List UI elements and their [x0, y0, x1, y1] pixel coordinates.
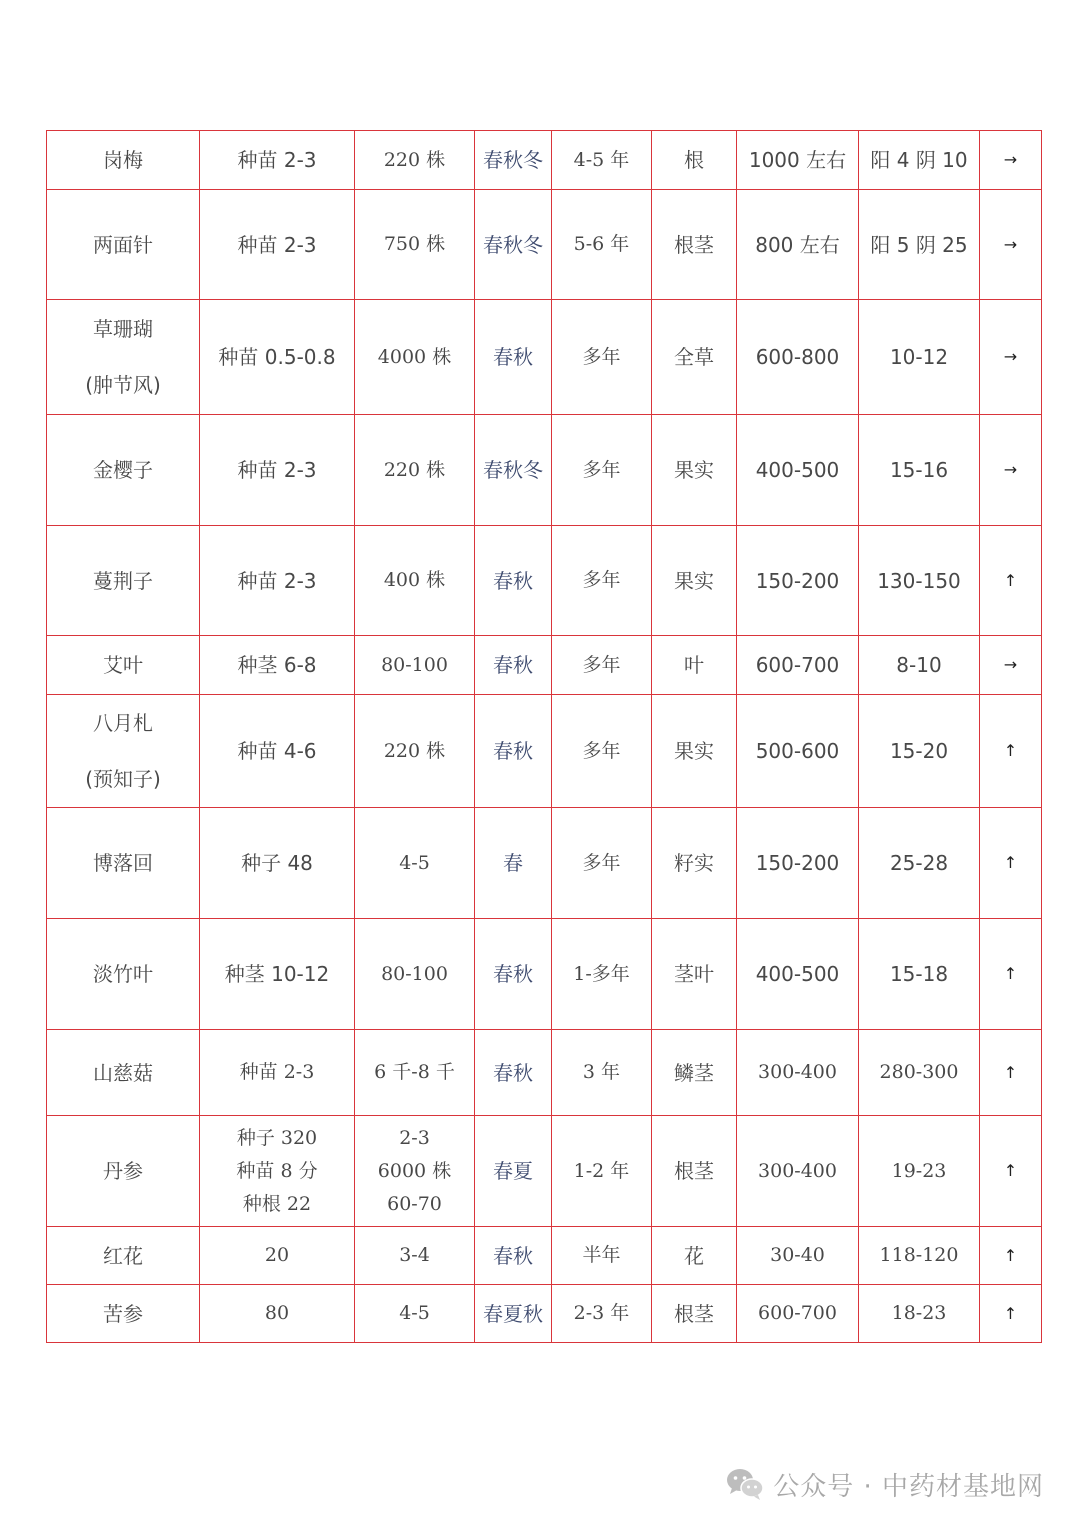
price-cell — [859, 300, 980, 415]
cell-text: 春 — [503, 851, 523, 875]
cell-text: 15-20 — [889, 739, 949, 763]
planting-season-cell — [475, 808, 552, 919]
cell-text: 多年 — [582, 345, 621, 368]
cell-text: 600-700 — [755, 653, 840, 677]
trend-arrow-icon: → — [1003, 460, 1018, 480]
cell-line: 种子 48 — [241, 851, 313, 875]
planting-season-cell — [475, 526, 552, 636]
planting-season-cell — [475, 1227, 552, 1285]
cell-text: 8-10 — [896, 653, 942, 677]
yield-cell — [737, 808, 859, 919]
cell-line: 220 株 — [383, 739, 446, 762]
cell-line: 80 — [264, 1302, 290, 1325]
cell-text: 600-700 — [758, 1302, 837, 1325]
planting-density-cell — [355, 1116, 475, 1227]
planting-material-cell — [200, 1285, 355, 1343]
cell-line: 6000 株 — [377, 1159, 452, 1182]
cell-line: 金樱子 — [93, 458, 153, 482]
cell-text: 春秋 — [493, 653, 533, 677]
cell-line: 种苗 2-3 — [239, 1061, 315, 1084]
growth-cycle-cell — [552, 190, 652, 300]
planting-season-cell — [475, 300, 552, 415]
cell-line: 两面针 — [93, 232, 153, 257]
planting-material-cell — [200, 695, 355, 808]
cell-line: 淡竹叶 — [93, 962, 153, 986]
watermark-text: 公众号 · 中药材基地网 — [773, 1471, 1044, 1502]
trend-arrow-icon: → — [1003, 150, 1018, 170]
medicinal-part-cell — [652, 919, 737, 1030]
cell-text: 春秋 — [493, 1060, 533, 1085]
planting-density-cell — [355, 1285, 475, 1343]
cell-line: 红花 — [103, 1243, 143, 1268]
cell-line: 750 株 — [383, 233, 446, 256]
medicinal-part-cell — [652, 1285, 737, 1343]
cell-text: 500-600 — [755, 739, 840, 763]
cell-line: 20 — [264, 1244, 290, 1267]
cell-line: 4-5 — [399, 851, 430, 874]
planting-material-cell — [200, 636, 355, 695]
cell-line: 220 株 — [383, 148, 446, 171]
herb-name-cell — [47, 636, 200, 695]
price-trend-cell — [980, 300, 1042, 415]
planting-season-cell — [475, 415, 552, 526]
cell-line: 3-4 — [399, 1244, 430, 1267]
yield-cell — [737, 1227, 859, 1285]
cell-text: 10-12 — [889, 345, 949, 369]
cell-line: 种苗 2-3 — [237, 458, 317, 482]
planting-season-cell — [475, 919, 552, 1030]
herb-name-cell — [47, 526, 200, 636]
cell-text: 半年 — [582, 1244, 621, 1267]
yield-cell — [737, 695, 859, 808]
price-trend-cell — [980, 1227, 1042, 1285]
planting-season-cell — [475, 695, 552, 808]
herb-name-cell — [47, 300, 200, 415]
cell-text: 18-23 — [891, 1302, 947, 1325]
cell-line: (预知子) — [85, 767, 161, 791]
cell-text: 150-200 — [755, 851, 840, 875]
planting-season-cell — [475, 1030, 552, 1116]
planting-season-cell — [475, 190, 552, 300]
growth-cycle-cell — [552, 1030, 652, 1116]
trend-arrow-icon: → — [1003, 655, 1018, 675]
growth-cycle-cell — [552, 636, 652, 695]
cell-line: 400 株 — [383, 569, 446, 592]
cell-text: 春秋冬 — [483, 148, 543, 172]
cell-text: 根茎 — [674, 1301, 714, 1326]
trend-arrow-icon: ↑ — [1003, 1303, 1018, 1323]
planting-material-cell — [200, 131, 355, 190]
cell-text: 400-500 — [755, 458, 840, 482]
cell-text: 280-300 — [879, 1061, 959, 1084]
cell-text: 春秋 — [493, 568, 533, 593]
cell-text: 春夏秋 — [483, 1301, 543, 1326]
table-row — [47, 1030, 1042, 1116]
cell-text: 春秋冬 — [483, 458, 543, 482]
cell-line: 种苗 2-3 — [237, 232, 317, 257]
yield-cell — [737, 636, 859, 695]
yield-cell — [737, 526, 859, 636]
price-cell — [859, 636, 980, 695]
cell-line: (肿节风) — [85, 373, 161, 397]
cell-line: 种茎 6-8 — [237, 653, 317, 677]
cell-line: 种苗 2-3 — [237, 568, 317, 593]
medicinal-part-cell — [652, 808, 737, 919]
cell-line: 苦参 — [103, 1301, 143, 1326]
price-trend-cell — [980, 695, 1042, 808]
price-trend-cell — [980, 190, 1042, 300]
table-row — [47, 919, 1042, 1030]
planting-density-cell — [355, 636, 475, 695]
growth-cycle-cell — [552, 300, 652, 415]
cell-text: 果实 — [674, 739, 714, 763]
price-cell — [859, 1227, 980, 1285]
price-cell — [859, 808, 980, 919]
table-row — [47, 636, 1042, 695]
cell-text: 茎叶 — [674, 962, 714, 986]
cell-text: 300-400 — [758, 1061, 837, 1084]
table-row — [47, 1116, 1042, 1227]
cell-text: 多年 — [582, 569, 621, 592]
table-row — [47, 695, 1042, 808]
wechat-icon — [725, 1467, 765, 1501]
cell-text: 4-5 年 — [573, 148, 630, 171]
cell-line: 种子 320 — [236, 1126, 318, 1149]
medicinal-part-cell — [652, 636, 737, 695]
cell-text: 25-28 — [889, 851, 949, 875]
herb-name-cell — [47, 1285, 200, 1343]
cell-line: 种苗 2-3 — [237, 148, 317, 172]
growth-cycle-cell — [552, 695, 652, 808]
cell-line: 220 株 — [383, 458, 446, 481]
medicinal-part-cell — [652, 1227, 737, 1285]
planting-density-cell — [355, 919, 475, 1030]
herb-cultivation-table — [46, 130, 1042, 1343]
table-row — [47, 300, 1042, 415]
price-cell — [859, 526, 980, 636]
cell-line: 博落回 — [93, 851, 153, 875]
trend-arrow-icon: ↑ — [1003, 853, 1018, 873]
herb-name-cell — [47, 919, 200, 1030]
trend-arrow-icon: → — [1003, 234, 1018, 254]
price-trend-cell — [980, 1116, 1042, 1227]
herb-name-cell — [47, 415, 200, 526]
yield-cell — [737, 1285, 859, 1343]
growth-cycle-cell — [552, 1285, 652, 1343]
cell-line: 八月札 — [93, 711, 153, 735]
medicinal-part-cell — [652, 190, 737, 300]
yield-cell — [737, 1116, 859, 1227]
herb-name-cell — [47, 131, 200, 190]
planting-density-cell — [355, 695, 475, 808]
cell-text: 阳 4 阴 10 — [870, 148, 968, 172]
trend-arrow-icon: → — [1003, 347, 1018, 367]
cell-text: 多年 — [582, 653, 621, 676]
growth-cycle-cell — [552, 1116, 652, 1227]
cell-line: 种苗 8 分 — [236, 1159, 318, 1182]
cell-text: 多年 — [582, 851, 621, 874]
herb-name-cell — [47, 190, 200, 300]
planting-season-cell — [475, 1116, 552, 1227]
cell-text: 春夏 — [493, 1159, 533, 1183]
planting-density-cell — [355, 190, 475, 300]
growth-cycle-cell — [552, 131, 652, 190]
planting-density-cell — [355, 526, 475, 636]
cell-text: 籽实 — [674, 851, 714, 875]
cell-text: 600-800 — [755, 345, 840, 369]
cell-text: 多年 — [582, 739, 621, 762]
cell-text: 1-多年 — [573, 962, 630, 985]
planting-material-cell — [200, 190, 355, 300]
price-trend-cell — [980, 808, 1042, 919]
yield-cell — [737, 415, 859, 526]
price-trend-cell — [980, 919, 1042, 1030]
planting-density-cell — [355, 1030, 475, 1116]
cell-text: 春秋冬 — [483, 232, 543, 257]
price-cell — [859, 695, 980, 808]
price-trend-cell — [980, 526, 1042, 636]
planting-season-cell — [475, 1285, 552, 1343]
medicinal-part-cell — [652, 415, 737, 526]
cell-text: 3 年 — [582, 1061, 621, 1084]
cell-text: 阳 5 阴 25 — [870, 232, 968, 257]
cell-text: 1000 左右 — [748, 148, 847, 172]
yield-cell — [737, 1030, 859, 1116]
cell-line: 种苗 0.5-0.8 — [218, 345, 336, 369]
cell-line: 草珊瑚 — [93, 317, 153, 341]
medicinal-part-cell — [652, 526, 737, 636]
yield-cell — [737, 300, 859, 415]
watermark — [725, 1462, 1044, 1506]
trend-arrow-icon: ↑ — [1003, 570, 1018, 590]
cell-text: 30-40 — [770, 1244, 825, 1267]
cell-text: 19-23 — [891, 1159, 947, 1182]
price-cell — [859, 190, 980, 300]
planting-material-cell — [200, 300, 355, 415]
medicinal-part-cell — [652, 131, 737, 190]
price-cell — [859, 1285, 980, 1343]
price-trend-cell — [980, 131, 1042, 190]
growth-cycle-cell — [552, 1227, 652, 1285]
price-trend-cell — [980, 636, 1042, 695]
growth-cycle-cell — [552, 526, 652, 636]
cell-text: 多年 — [582, 458, 621, 481]
planting-density-cell — [355, 1227, 475, 1285]
cell-text: 根茎 — [674, 232, 714, 257]
planting-density-cell — [355, 415, 475, 526]
planting-material-cell — [200, 919, 355, 1030]
cell-text: 150-200 — [755, 568, 840, 593]
yield-cell — [737, 919, 859, 1030]
cell-line: 60-70 — [387, 1192, 442, 1215]
planting-density-cell — [355, 808, 475, 919]
cell-line: 80-100 — [381, 653, 448, 676]
cell-text: 花 — [684, 1243, 704, 1268]
medicinal-part-cell — [652, 1030, 737, 1116]
planting-material-cell — [200, 526, 355, 636]
cell-text: 春秋 — [493, 739, 533, 763]
cell-line: 艾叶 — [103, 653, 143, 677]
cell-text: 400-500 — [755, 962, 840, 986]
planting-density-cell — [355, 300, 475, 415]
cell-text: 根茎 — [674, 1159, 714, 1183]
cell-text: 鳞茎 — [674, 1060, 714, 1085]
cell-line: 种茎 10-12 — [224, 962, 330, 986]
growth-cycle-cell — [552, 415, 652, 526]
cell-text: 15-18 — [889, 962, 949, 986]
cell-line: 6 千-8 千 — [374, 1061, 455, 1084]
cell-text: 800 左右 — [755, 232, 840, 257]
yield-cell — [737, 131, 859, 190]
cell-text: 果实 — [674, 568, 714, 593]
cell-text: 果实 — [674, 458, 714, 482]
planting-material-cell — [200, 808, 355, 919]
cell-text: 2-3 年 — [573, 1302, 630, 1325]
trend-arrow-icon: ↑ — [1003, 1062, 1018, 1082]
cell-line: 2-3 — [399, 1126, 430, 1149]
trend-arrow-icon: ↑ — [1003, 964, 1018, 984]
cell-text: 春秋 — [493, 345, 533, 369]
planting-material-cell — [200, 1030, 355, 1116]
cell-line: 丹参 — [103, 1159, 143, 1183]
cell-text: 1-2 年 — [573, 1159, 630, 1182]
cell-text: 300-400 — [758, 1159, 837, 1182]
cell-text: 5-6 年 — [573, 233, 630, 256]
price-cell — [859, 131, 980, 190]
table-row — [47, 1285, 1042, 1343]
price-cell — [859, 1030, 980, 1116]
planting-material-cell — [200, 1227, 355, 1285]
price-cell — [859, 415, 980, 526]
cell-line: 4000 株 — [377, 345, 452, 368]
price-cell — [859, 1116, 980, 1227]
cell-text: 130-150 — [877, 568, 961, 593]
herb-name-cell — [47, 808, 200, 919]
cell-line: 4-5 — [399, 1302, 430, 1325]
price-trend-cell — [980, 1030, 1042, 1116]
herb-name-cell — [47, 1030, 200, 1116]
herb-name-cell — [47, 1227, 200, 1285]
herb-name-cell — [47, 695, 200, 808]
table-row — [47, 526, 1042, 636]
medicinal-part-cell — [652, 1116, 737, 1227]
yield-cell — [737, 190, 859, 300]
table-row — [47, 190, 1042, 300]
cell-line: 80-100 — [381, 962, 448, 985]
growth-cycle-cell — [552, 808, 652, 919]
cell-line: 山慈菇 — [93, 1060, 153, 1085]
cell-text: 春秋 — [493, 962, 533, 986]
planting-material-cell — [200, 1116, 355, 1227]
planting-material-cell — [200, 415, 355, 526]
cell-text: 叶 — [684, 653, 704, 677]
growth-cycle-cell — [552, 919, 652, 1030]
trend-arrow-icon: ↑ — [1003, 1245, 1018, 1265]
cell-line: 种苗 4-6 — [237, 739, 317, 763]
herb-name-cell — [47, 1116, 200, 1227]
table-row — [47, 415, 1042, 526]
cell-text: 春秋 — [493, 1243, 533, 1268]
price-trend-cell — [980, 415, 1042, 526]
cell-text: 全草 — [674, 345, 714, 369]
table-row — [47, 131, 1042, 190]
planting-density-cell — [355, 131, 475, 190]
cell-text: 根 — [684, 148, 704, 172]
cell-line: 蔓荆子 — [93, 568, 153, 593]
cell-text: 15-16 — [889, 458, 949, 482]
planting-season-cell — [475, 131, 552, 190]
medicinal-part-cell — [652, 300, 737, 415]
cell-line: 岗梅 — [103, 148, 143, 172]
price-trend-cell — [980, 1285, 1042, 1343]
planting-season-cell — [475, 636, 552, 695]
price-cell — [859, 919, 980, 1030]
cell-text: 118-120 — [879, 1244, 959, 1267]
cell-line: 种根 22 — [242, 1192, 312, 1215]
medicinal-part-cell — [652, 695, 737, 808]
table-row — [47, 808, 1042, 919]
table-row — [47, 1227, 1042, 1285]
trend-arrow-icon: ↑ — [1003, 1161, 1018, 1181]
trend-arrow-icon: ↑ — [1003, 741, 1018, 761]
